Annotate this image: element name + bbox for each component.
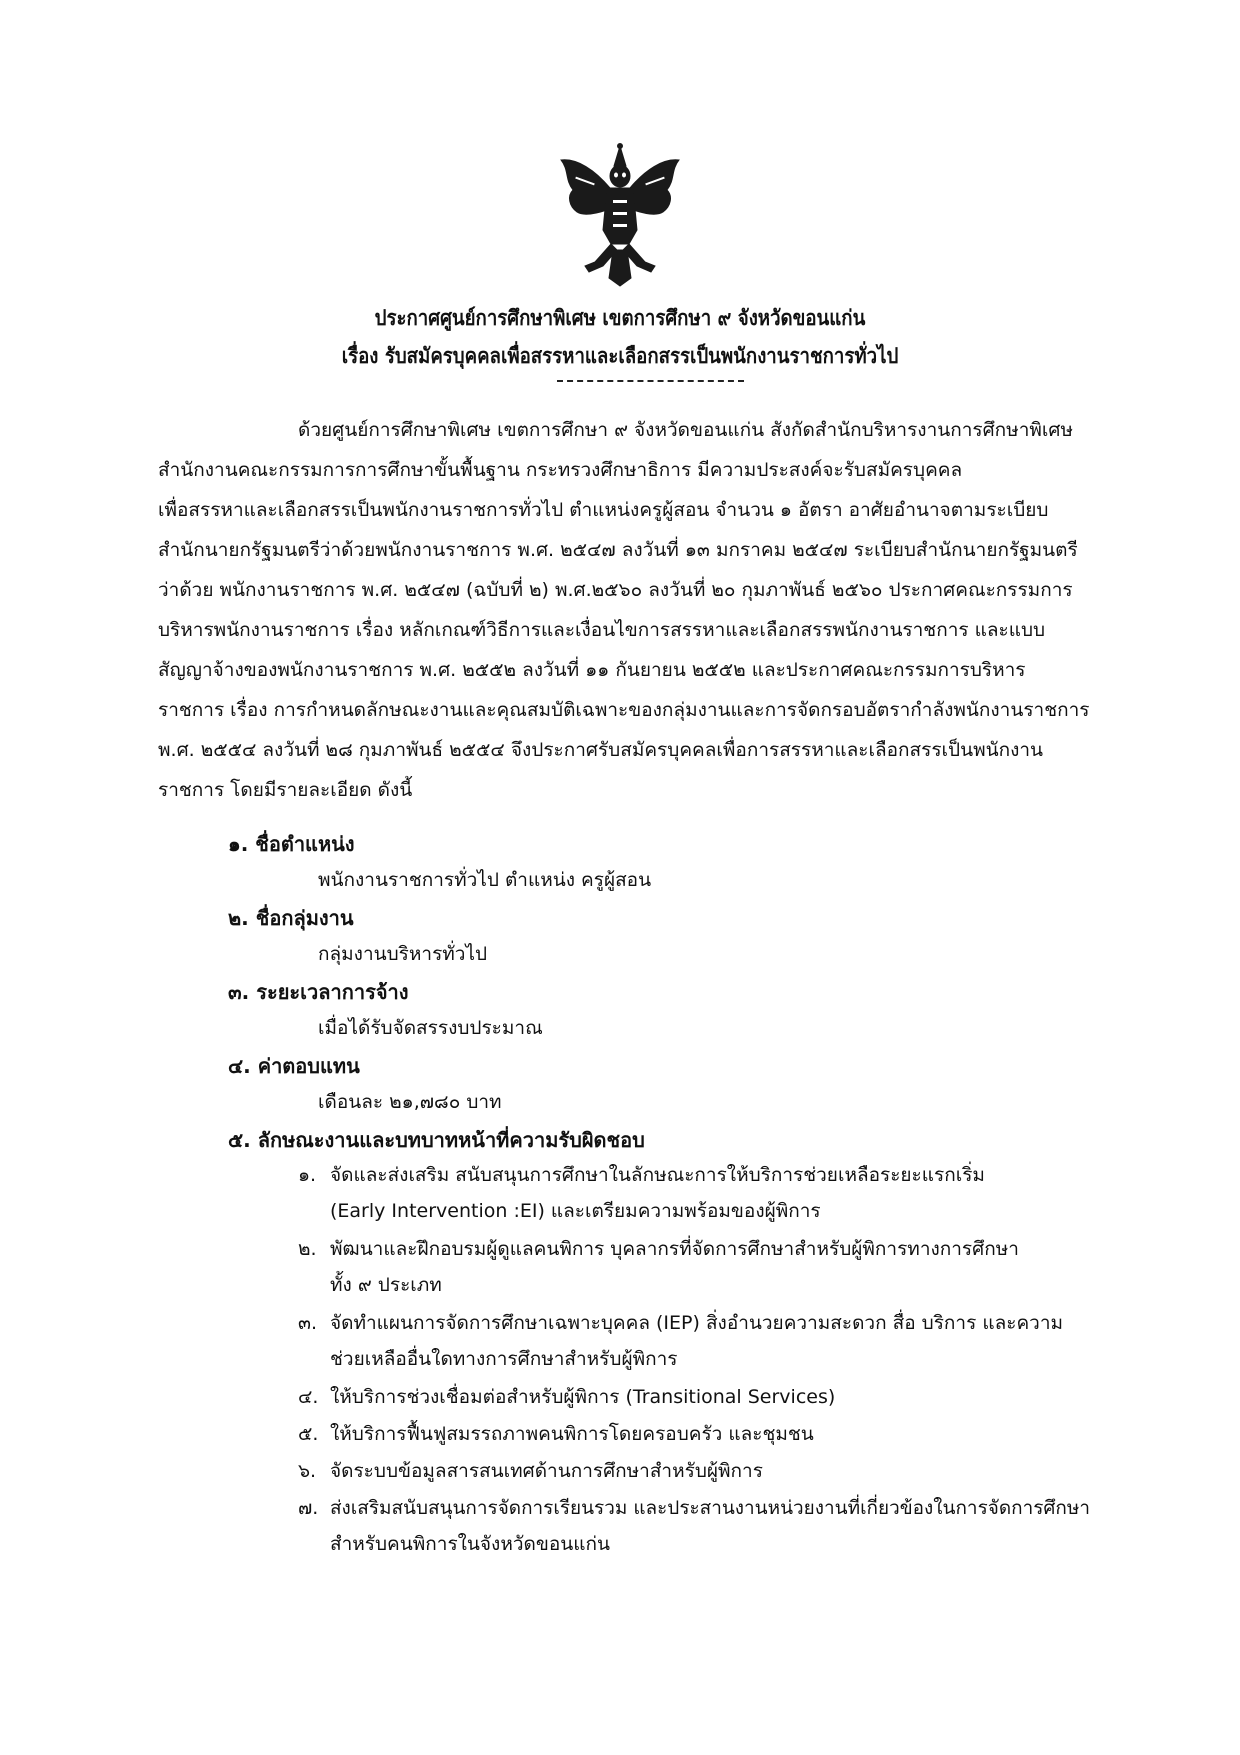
section-detail-duration: เมื่อได้รับจัดสรรงบประมาณ [318,1017,543,1039]
section-detail-salary: เดือนละ ๒๑,๗๘๐ บาท [318,1091,502,1113]
duty-number: ๕. [298,1423,319,1445]
section-detail-group: กลุ่มงานบริหารทั่วไป [318,943,488,965]
announcement-subject: เรื่อง รับสมัครบุคคลเพื่อสรรหาและเลือกสรรเป็นพนักงานราชการทั่วไป [341,344,899,368]
duty-line: สำหรับคนพิการในจังหวัดขอนแก่น [330,1533,610,1555]
section-detail-position: พนักงานราชการทั่วไป ตำแหน่ง ครูผู้สอน [318,869,652,891]
duty-line: ช่วยเหลืออื่นใดทางการศึกษาสำหรับผู้พิการ [330,1348,678,1370]
intro-line: พ.ศ. ๒๕๕๔ ลงวันที่ ๒๘ กุมภาพันธ์ ๒๕๕๔ จึงประกาศรับสมัครบุคคลเพื่อการสรรหาและเลือกสรรเป็นพนักงาน [158,739,1044,761]
section-heading-position: ๑. ชื่อตำแหน่ง [228,832,355,856]
duty-line: จัดและส่งเสริม สนับสนุนการศึกษาในลักษณะการให้บริการช่วยเหลือระยะแรกเริ่ม [330,1164,985,1186]
garuda-emblem [555,140,685,288]
intro-line: บริหารพนักงานราชการ เรื่อง หลักเกณฑ์วิธีการและเงื่อนไขการสรรหาและเลือกสรรพนักงานราชการ และแบบ [158,619,1046,641]
duty-line: จัดทำแผนการจัดการศึกษาเฉพาะบุคคล (IEP) สิ่งอำนวยความสะดวก สื่อ บริการ และความ [330,1312,1064,1334]
intro-line: ว่าด้วย พนักงานราชการ พ.ศ. ๒๕๔๗ (ฉบับที่ ๒) พ.ศ.๒๕๖๐ ลงวันที่ ๒๐ กุมภาพันธ์ ๒๕๖๐ ประกาศคณะกรรมการ [158,579,1073,601]
duty-line: ให้บริการฟื้นฟูสมรรถภาพคนพิการโดยครอบครัว และชุมชน [330,1423,814,1445]
duty-number: ๒. [298,1238,317,1260]
duty-number: ๗. [298,1497,319,1519]
section-heading-salary: ๔. ค่าตอบแทน [228,1054,360,1078]
announcement-title: ประกาศศูนย์การศึกษาพิเศษ เขตการศึกษา ๙ จังหวัดขอนแก่น [374,306,866,330]
intro-line: ราชการ โดยมีรายละเอียด ดังนี้ [158,779,413,801]
title-separator [557,380,744,382]
duty-number: ๑. [298,1164,317,1186]
intro-line: สำนักงานคณะกรรมการการศึกษาขั้นพื้นฐาน กระทรวงศึกษาธิการ มีความประสงค์จะรับสมัครบุคคล [158,459,963,481]
duty-line: (Early Intervention :EI) และเตรียมความพร้อมของผู้พิการ [330,1200,821,1222]
duty-line: ทั้ง ๙ ประเภท [330,1274,442,1296]
intro-line: เพื่อสรรหาและเลือกสรรเป็นพนักงานราชการทั่วไป ตำแหน่งครูผู้สอน จำนวน ๑ อัตรา อาศัยอำนาจตามระเบียบ [158,499,1049,521]
intro-line: ด้วยศูนย์การศึกษาพิเศษ เขตการศึกษา ๙ จังหวัดขอนแก่น สังกัดสำนักบริหารงานการศึกษาพิเศษ [298,419,1073,441]
section-heading-duration: ๓. ระยะเวลาการจ้าง [228,980,409,1004]
intro-line: สัญญาจ้างของพนักงานราชการ พ.ศ. ๒๕๕๒ ลงวันที่ ๑๑ กันยายน ๒๕๕๒ และประกาศคณะกรรมการบริหาร [158,659,1026,681]
section-heading-group: ๒. ชื่อกลุ่มงาน [228,906,354,930]
intro-line: สำนักนายกรัฐมนตรีว่าด้วยพนักงานราชการ พ.ศ. ๒๕๔๗ ลงวันที่ ๑๓ มกราคม ๒๕๔๗ ระเบียบสำนักนายกรัฐมนตรี [158,539,1078,561]
duty-line: ให้บริการช่วงเชื่อมต่อสำหรับผู้พิการ (Transitional Services) [330,1386,836,1408]
duty-number: ๖. [298,1460,317,1482]
duty-line: ส่งเสริมสนับสนุนการจัดการเรียนรวม และประสานงานหน่วยงานที่เกี่ยวข้องในการจัดการศึกษา [330,1497,1090,1519]
duty-line: จัดระบบข้อมูลสารสนเทศด้านการศึกษาสำหรับผู้พิการ [330,1460,763,1482]
section-heading-duties: ๕. ลักษณะงานและบทบาทหน้าที่ความรับผิดชอบ [228,1128,645,1152]
duty-line: พัฒนาและฝึกอบรมผู้ดูแลคนพิการ บุคลากรที่จัดการศึกษาสำหรับผู้พิการทางการศึกษา [330,1238,1019,1260]
duty-number: ๔. [298,1386,319,1408]
intro-line: ราชการ เรื่อง การกำหนดลักษณะงานและคุณสมบัติเฉพาะของกลุ่มงานและการจัดกรอบอัตรากำลังพนักงานราชการ [158,699,1090,721]
duty-number: ๓. [298,1312,318,1334]
